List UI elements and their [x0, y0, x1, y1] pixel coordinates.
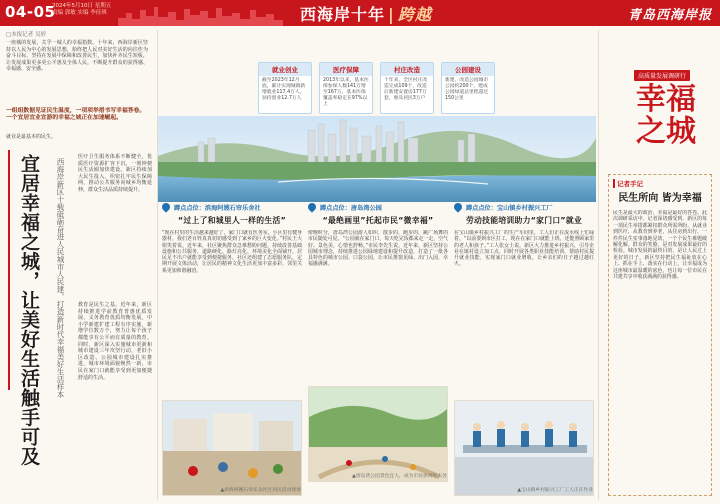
stat-text: 十年来，全区村庄改造完成109个，改造后新建安置房177万套，惠及居民3万户 [384, 78, 428, 101]
reporter-note-title: 民生所向 皆为幸福 [618, 193, 702, 204]
article-location [160, 202, 304, 212]
column-title-sub: 跨越 [397, 5, 432, 24]
skyline-graphic [118, 4, 283, 26]
body-paragraph-employment: 就业是最基本的民生。 [6, 134, 57, 140]
byline: □本报记者 吴婷 [6, 32, 46, 38]
community-photo [163, 401, 302, 496]
column-title-main: 西海岸十年 [300, 5, 386, 24]
city-panorama-photo [158, 116, 596, 202]
map-pin-icon [306, 201, 317, 212]
article-card [452, 202, 596, 502]
title-separator: | [388, 5, 395, 24]
stat-text: 新建、改造公园城市公园约200个，建成公园绿道总里程超过150公里 [445, 78, 489, 101]
map-pin-icon [452, 201, 463, 212]
article-photo [308, 386, 448, 482]
stat-label: 公园建设 [442, 63, 494, 76]
article-body: 在宝山镇乡村振兴工厂的生产车间里，工人们正在流水线上忙碌着。“以前要到市区打工，现在在家门口就能上班，还能照顾家里的老人和孩子。”工人张女士说。新区大力推进乡村振兴，引导企业在镇村设立加工点，同时开展各类职业技能培训，帮助村民提升就业技能，实现家门口就业增收，让乡亲们的日子越过越红火。 [454, 230, 594, 268]
location-label: 蹲点点位：宝山镇乡村振兴工厂 [466, 204, 553, 212]
article-photo [454, 400, 594, 496]
photo-caption: ▲唐岛湾公园景色宜人，成为市民休闲好去处 [352, 474, 447, 479]
article-grid [158, 202, 596, 502]
title-rule [8, 150, 10, 390]
column-divider [598, 30, 599, 500]
photo-caption: ▲宝山镇乡村振兴工厂工人正在作业 [517, 488, 593, 493]
lead-paragraph: 一组组数据见证民生温度，一项项举措书写幸福答卷。一个宜居宜业宜游的幸福之城正在加速崛起。 [6, 108, 146, 121]
factory-photo [455, 401, 594, 496]
stat-text: 2013年以来，基本医保参保人数141万增至167万，基本医保覆盖率稳定在97%以上 [323, 78, 369, 107]
article-card [306, 202, 450, 502]
stat-label: 就业创业 [259, 63, 311, 76]
article-title: “过上了和城里人一样的生活” [177, 216, 286, 225]
newspaper-masthead: 青岛西海岸报 [627, 8, 712, 23]
happy-city-title: 幸福之城 [636, 82, 696, 149]
left-column [0, 26, 158, 504]
series-tag: 高质量发展调研行 [634, 70, 690, 81]
map-pin-icon [160, 201, 171, 212]
page-number: 04-05 [5, 3, 56, 21]
publish-date: 2024年5月10日 星期五 [52, 3, 112, 9]
body-paragraph-health: 医疗卫生服务体系不断健全，优质医疗资源扩容下沉，一刻钟便民生活圈加快建设。新区持续加大民生投入，织密扎牢民生保障网，推动公共服务向城乡均衡延伸，群众生活品质持续提升。 [78, 154, 152, 193]
stat-card [319, 62, 373, 114]
stat-card [258, 62, 312, 114]
stat-card [441, 62, 495, 114]
article-body: “现在村里的生活越来越好了，家门口就有医务室，小区里有健身器材，我们老百姓真真切切感受到了家乡的巨大变化。”村民王大姐笑着说。近年来，社区聚焦群众急难愁盼问题，持续改善基础设施和公共服务，道路硬化、路灯亮化、环境美化全面铺开，居民足不出户就能享受到便捷服务。社区还组建了志愿服务队，定期开展文体活动，让居民的精神文化生活更加丰富多彩，邻里关系更加和谐融洽。 [162, 230, 302, 274]
location-label: 蹲点点位：滨海阿嫂石帘乐舍社 [174, 204, 261, 212]
park-photo [309, 387, 448, 482]
page-header [0, 0, 720, 26]
stat-label: 医疗保障 [320, 63, 372, 76]
body-paragraph-education: 教育是民生之基。近年来，新区持续推进学前教育普惠优质发展、义务教育优质均衡发展，中小学新建扩建工程有序实施，新增学位数万个，努力让每个孩子都能享有公平而有质量的教育。同时，新区深入实施城市更新和城市建设三年攻坚行动，老旧小区改造、公园城市建设扎实推进，城市环境面貌焕然一新，市民在家门口就能享受到更加便捷舒适的生活。 [78, 302, 152, 381]
article-location [306, 202, 450, 212]
column-title [300, 2, 432, 25]
article-photo [162, 400, 302, 496]
intro-paragraph: 一座城的发展，关乎一城人的幸福指数。十年来，西海岸新区坚持以人民为中心的发展思想，始终把人民对美好生活的向往作为奋斗目标，坚持在发展中保障和改善民生，加快补齐民生短板，让发展成果更多更公平惠及全体人民，不断提升群众的获得感、幸福感、安全感。 [6, 40, 148, 73]
article-card [160, 202, 304, 502]
main-subheadline: 西海岸新区十载砥砺奋进人民城市人民建，打造新时代幸福美好生活样本 [56, 158, 65, 398]
location-label: 蹲点点位：唐岛湾公园 [320, 204, 382, 212]
article-location [452, 202, 596, 212]
reporter-note-label: 记者手记 [613, 179, 707, 188]
right-sidebar [600, 26, 720, 504]
reporter-note-body: 民生是最大的政治，幸福是最好的答卷。此次调研采访中，记者深切感受到，新区的每一项民生举措都紧扣群众所需所盼，从就业到医疗，从教育到养老，从住房到出行，一件件民生实事落地见效，一个个民生难题破解化解。群众的笑脸，是对发展成果最好的检验。城市发展的最终目的，是让人民过上更好的日子。新区坚持把民生福祉放在心上、抓在手上、落实在行动上，让幸福成为这座城市最温暖的底色，也让每一位市民在共建共享中收获满满的获得感。 [613, 210, 707, 281]
stat-label: 村庄改造 [381, 63, 433, 76]
article-title: “最绝画里”托起市民“微幸福” [322, 216, 434, 225]
stat-card [380, 62, 434, 114]
editor-credits: 责编 郭敏 实编 李佳琪 [52, 9, 107, 16]
photo-caption: ▲滨海阿嫂石帘乐舍社区居民活动现场 [220, 488, 301, 493]
page-meta [52, 3, 111, 16]
stat-text: 截至2023年12月底，累计实现城镇新增就业117.4万人，扶持创业12.7万人 [262, 78, 306, 101]
article-title: 劳动技能培训助力“家门口”就业 [465, 216, 583, 225]
stats-row [258, 62, 496, 114]
main-headline: 宜居幸福之城，让美好生活触手可及 [18, 154, 40, 466]
reporter-note-box [608, 174, 712, 496]
article-body: 傍晚时分，唐岛湾公园游人如织，散步的、跑步的、跳广场舞的市民随处可见。“公园就在家门口，每天吃完饭都来走一走，空气好、景色美，心情也舒畅。”市民李先生说。近年来，新区坚持公园城市理念，持续推进公园绿地建设和提升改造，打造了一批各具特色的城市公园、口袋公园，让市民推窗见绿、出门入园，幸福感满满。 [308, 230, 448, 268]
